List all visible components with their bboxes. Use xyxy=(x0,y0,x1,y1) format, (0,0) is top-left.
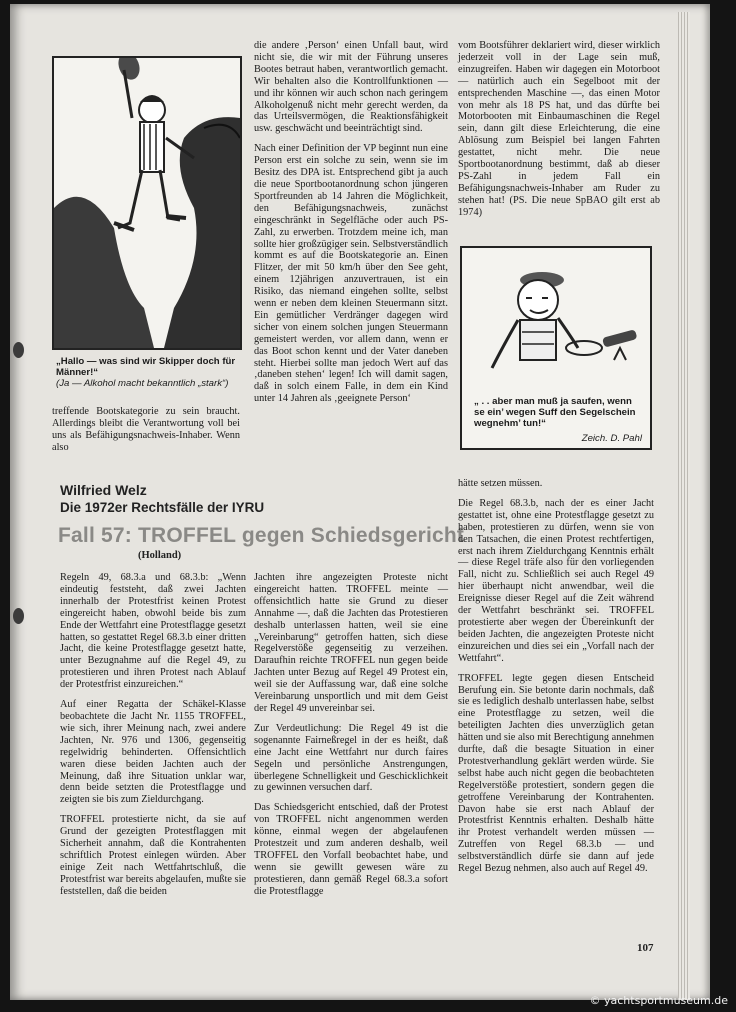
paragraph: TROFFEL protestierte nicht, da sie auf Grund der gezeigten Protestflaggen mit Sicherheit annahm, daß die Kontrahenten schriftlich Protest einlegen würden. Aber einige Zeit nach Wettfahrtschluß, die Protestfrist war bereits abgelaufen, mußte sie feststellen, daß die beiden xyxy=(60,814,246,897)
skipper-drawing xyxy=(54,58,240,348)
page-number: 107 xyxy=(637,942,654,954)
binder-hole xyxy=(13,342,24,358)
cartoon2-caption-text: „ . . aber man muß ja saufen, wenn se ein’ wegen Suff den Segelschein wegnehm’ tun!“ xyxy=(474,396,636,429)
magazine-page xyxy=(10,4,710,1000)
article-subtitle: Die 1972er Rechtsfälle der IYRU xyxy=(60,500,265,515)
column2 xyxy=(254,40,448,405)
cartoon2-caption xyxy=(474,396,642,444)
binder-hole xyxy=(13,608,24,624)
paragraph: TROFFEL legte gegen diesen Entscheid Berufung ein. Sie betonte darin nochmals, daß sie es lediglich deshalb unterlassen habe, selbst eine Protestflagge zu setzen, weil die beteiligten Jachten dies unverzüglich getan hätten und sie also mit Berechtigung annehmen durfte, daß die besagte Situation in einer Protestverhandlung geklärt werden würde. Sie selbst habe auch nicht gegen die beobachteten Regelverstöße protestiert, sondern gegen die getroffene Vereinbarung der Kontrahenten. Davon habe sie erst nach Ablauf der Protestfrist Kenntnis erhalten. Deshalb hätte ihr Protest verhandelt werden müssen — Zutreffen von Regel 68.3.b — und selbstverständlich dürfe sie dann auf jede Regel Bezug nehmen, also auch auf Regel 49. xyxy=(458,672,654,875)
paragraph: Die Regel 68.3.b, nach der es einer Jacht gestattet ist, ohne eine Protestflagge gesetzt zu haben, protestieren zu dürfen, wenn sie von den Tatsachen, die einen Protest rechtfertigen, erst nach ihrem Zieldurchgang Kenntnis erhält — diese Regel träfe also für den vorliegenden Fall, nicht zu. Schließlich sei auch Regel 49 hier überhaupt nicht anwendbar, weil die Ereignisse dieser Regel auf die Zeit während der Wettfahrt beschränkt sei. TROFFEL protestierte aber wegen der Übereinkunft der beiden Jachten, die angezeigten Proteste nicht einzureichen und dies sei ein „Vorfall nach der Wettfahrt“. xyxy=(458,497,654,664)
cartoon-sailor xyxy=(460,246,652,450)
author-name: Wilfried Welz xyxy=(60,482,147,498)
article-country: (Holland) xyxy=(138,550,182,561)
sailor-drawing xyxy=(462,248,650,384)
paragraph: Jachten ihre angezeigten Proteste nicht eingereicht hatten. TROFFEL meinte — offensichtlich hatte sie Grund zu dieser Annahme —, daß die Jachten das Protestieren deshalb unterlassen hatten, weil sie eine „Vereinbarung“ getroffen hatten, sich diese Regelverstöße gegenseitig zu verzeihen. Daraufhin reichte TROFFEL nun gegen beide Jachten unter Bezug auf Regel 49 Protest ein, weil sie der Auffassung war, daß eine solche Vereinbarung unsportlich und mit dem Geist der Regel 49 unvereinbar sei. xyxy=(254,572,448,714)
paragraph: Auf einer Regatta der Schäkel-Klasse beobachtete die Jacht Nr. 1155 TROFFEL, wie sich, ihrer Meinung nach, zwei andere Jachten, Nr. 976 und 1306, gegenseitig regelwidrig behinderten. Offensichtlich waren diese beiden Jachten auch der Meinung, daß ihre Situation unklar war, denn beide setzten die Protestflagge und zeigten sie bis zum Zieldurchgang. xyxy=(60,699,246,806)
page-edge-stack xyxy=(678,12,690,1000)
paragraph: Nach einer Definition der VP beginnt nun eine Person erst ein solche zu sein, wenn sie im Besitz des DPA ist. Entsprechend gibt ja auch die neue Sportbootanordnung schon jüngeren Sportfreunden ab 14 Jahren die Möglichkeit, den Befähigungsnachweis, zunächst eingeschränkt in Segelfläche oder auch PS-Zahl, zu erwerben. Trotzdem meine ich, man sollte hier großzügiger sein. Selbstverständlich kommt es auf die Bootskategorie an. Einen Flitzer, der mit 50 km/h über den See geht, einem 12jährigen anzuvertrauen, ist ein Risiko, das niemand eingehen sollte, selbst wenn er neben dem kleinen Steuermann sitzt. Ein gemütlicher Verdränger dagegen wird sicher von einem solchen jungen Steuermann gemeistert werden, vor allem dann, wenn er das Boot schon kennt und der Vater daneben steht. Hierbei sollte man jedoch Wert auf das ‚daneben stehen‘ legen! Ich will damit sagen, daß in solch einem Falle, in dem ein Kind unter 14 Jahren als ‚geeignete Person‘ xyxy=(254,143,448,405)
paragraph: vom Bootsführer deklariert wird, dieser wirklich jederzeit voll in der Lage sein muß, einzugreifen. Haben wir dagegen ein Motorboot — natürlich auch ein Segelboot mit der entsprechenden Maschine —, das einen Motor von mehr als 18 PS hat, und das dürfte bei Motorbooten mit Einbaumaschinen die Regel sein, dann gilt diese Erleichterung, die eine Ablösung zum Beispiel bei langen Fahrten gestattet, nicht mehr. Die neue Sportbootanordnung bestimmt, daß ab dieser PS-Zahl in jedem Fall ein Befähigungsnachweis-Inhaber am Ruder zu stehen hat! (PS. Die neue SpBAO gilt erst ab 1974) xyxy=(458,40,660,218)
paragraph: Das Schiedsgericht entschied, daß der Protest von TROFFEL nicht angenommen werden könne, einmal wegen der abgelaufenen Protestzeit und zum anderen deshalb, weil TROFFEL den Vorfall beobachtet habe, und wenn sie gewillt gewesen wäre zu protestieren, dann gemäß Regel 68.3.a sofort die Protestflagge xyxy=(254,802,448,897)
paragraph: Regeln 49, 68.3.a und 68.3.b: „Wenn eindeutig feststeht, daß zwei Jachten innerhalb der Protestfrist keinen Protest eingereicht haben, obwohl beide bis zum Ende der Wettfahrt eine Protestflagge gesetzt hatten, so gestattet Regel 68.3.b einer dritten Jacht, die keine Protestflagge gesetzt hatte, unter Bezugnahme auf die Regel 49, zu protestieren und ihren Protest nach Ablauf der Protestfrist einzureichen.“ xyxy=(60,572,246,691)
cartoon1-caption-bold: „Hallo — was sind wir Skipper doch für Männer!“ xyxy=(56,356,236,378)
paragraph: treffende Bootskategorie zu sein braucht. Allerdings bleibt die Verantwortung voll bei uns als Befähigungsnachweis-Inhaber. Wenn also xyxy=(52,406,240,453)
lower-column3 xyxy=(458,478,654,875)
paragraph: hätte setzen müssen. xyxy=(458,478,543,489)
cartoon1-caption-italic: (Ja — Alkohol macht bekanntlich „stark“) xyxy=(56,378,229,389)
cartoon2-credit: Zeich. D. Pahl xyxy=(581,433,642,444)
article-title: Fall 57: TROFFEL gegen Schiedsgericht xyxy=(58,524,465,547)
paragraph: die andere ‚Person‘ einen Unfall baut, wird nicht sie, die wir mit der Führung unseres Bootes betraut haben, verantwortlich gemacht. Wir behalten also die Kontrollfunktionen — und ihr können wir auch schon nach geringem Alkoholgenuß nicht mehr gerecht werden, da das Urteilsvermögen, die Reaktionsfähigkeit usw. geschwächt und beeinträchtigt sind. xyxy=(254,40,448,135)
paragraph: Zur Verdeutlichung: Die Regel 49 ist die sogenannte Fairneßregel in der es heißt, daß eine Jacht eine Wettfahrt nur durch faires Segeln und persönliche Anstrengungen, überlegene Schnelligkeit und Geschicklichkeit zu gewinnen versuchen darf. xyxy=(254,722,448,794)
column3 xyxy=(458,40,660,219)
column1-tail xyxy=(52,406,240,454)
lower-column2 xyxy=(254,572,448,898)
watermark: © yachtsportmuseum.de xyxy=(589,994,728,1007)
cartoon-skipper xyxy=(52,56,242,350)
cartoon1-caption xyxy=(56,356,242,389)
lower-column1 xyxy=(60,572,246,898)
